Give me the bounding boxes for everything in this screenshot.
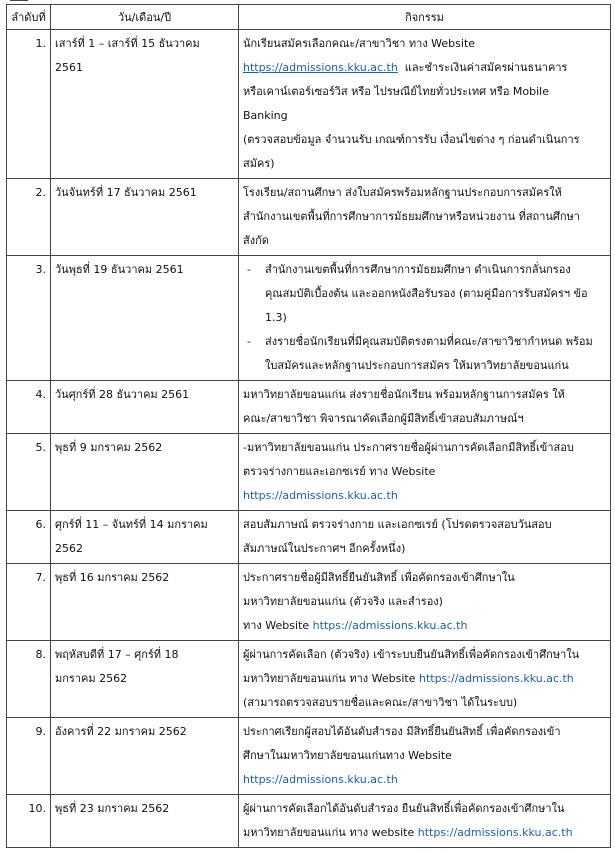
activity-line xyxy=(243,614,606,638)
activity-line: ประกาศเรียกผู้สอบได้อันดับสำรอง มีสิทธิ์ยืนยันสิทธิ์ เพื่อคัดกรองเข้า xyxy=(243,725,561,738)
row-date xyxy=(51,434,239,511)
row-number: 4. xyxy=(7,381,51,434)
activity-text: ทาง Website xyxy=(243,619,313,632)
table-row xyxy=(7,718,611,795)
row-activity xyxy=(239,256,611,381)
activity-line: (ตรวจสอบข้อมูล จำนวนรับ เกณฑ์การรับ เงื่อนไขต่าง ๆ ก่อนดำเนินการ xyxy=(243,133,580,146)
activity-line: ตรวจร่างกายและเอกซเรย์ ทาง Website xyxy=(243,465,436,478)
row-activity xyxy=(239,511,611,564)
activity-line: สอบสัมภาษณ์ ตรวจร่างกาย และเอกซเรย์ (โปรดตรวจสอบวันสอบ xyxy=(243,518,552,531)
row-activity xyxy=(239,795,611,848)
activity-line: คุณสมบัติเบื้องต้น และออกหนังสือรับรอง (ตามคู่มือการรับสมัครฯ ข้อ xyxy=(265,287,588,300)
activity-line xyxy=(243,56,606,80)
row-date xyxy=(51,564,239,641)
admissions-link[interactable]: https://admissions.kku.ac.th xyxy=(243,773,398,786)
table-row xyxy=(7,256,611,381)
activity-line: สังกัด xyxy=(243,234,269,247)
admissions-link[interactable]: https://admissions.kku.ac.th xyxy=(312,619,468,632)
activity-line xyxy=(243,768,606,792)
dash-bullet: - xyxy=(247,335,251,348)
date-line: พฤหัสบดีที่ 17 – ศุกร์ที่ 18 xyxy=(55,648,179,661)
row-date xyxy=(51,256,239,381)
date-line: พุธที่ 16 มกราคม 2562 xyxy=(55,571,170,584)
activity-line: ส่งรายชื่อนักเรียนที่มีคุณสมบัติตรงตามที่คณะ/สาขาวิชากำหนด พร้อม xyxy=(265,335,593,348)
header-activity: กิจกรรม xyxy=(239,5,611,30)
row-activity xyxy=(239,30,611,179)
activity-line: มหาวิทยาลัยขอนแก่น ส่งรายชื่อนักเรียน พร้อมหลักฐานการสมัคร ให้ xyxy=(243,388,565,401)
row-date xyxy=(51,179,239,256)
row-number: 1. xyxy=(7,30,51,179)
row-activity xyxy=(239,718,611,795)
row-number: 8. xyxy=(7,641,51,718)
row-number: 10. xyxy=(7,795,51,848)
row-date xyxy=(51,381,239,434)
row-activity xyxy=(239,564,611,641)
bullet-item xyxy=(243,330,606,378)
date-line: วันศุกร์ที่ 28 ธันวาคม 2561 xyxy=(55,388,190,401)
row-date xyxy=(51,641,239,718)
row-number: 3. xyxy=(7,256,51,381)
row-number: 5. xyxy=(7,434,51,511)
table-row xyxy=(7,511,611,564)
header-date: วัน/เดือน/ปี xyxy=(51,5,239,30)
row-activity xyxy=(239,641,611,718)
activity-line: โรงเรียน/สถานศึกษา ส่งใบสมัครพร้อมหลักฐานประกอบการสมัครให้ xyxy=(243,186,562,199)
activity-line xyxy=(243,667,606,691)
table-header-row xyxy=(7,5,611,30)
table-row xyxy=(7,641,611,718)
date-line: ศุกร์ที่ 11 – จันทร์ที่ 14 มกราคม xyxy=(55,518,208,531)
activity-line: -มหาวิทยาลัยขอนแก่น ประกาศรายชื่อผู้ผ่านการคัดเลือกมีสิทธิ์เข้าสอบ xyxy=(243,441,574,454)
activity-line: สมัคร) xyxy=(243,157,275,170)
table-row xyxy=(7,564,611,641)
row-date xyxy=(51,511,239,564)
activity-line: 1.3) xyxy=(265,311,287,324)
row-date xyxy=(51,718,239,795)
admission-schedule-table xyxy=(6,4,611,848)
activity-line: ศึกษาในมหาวิทยาลัยขอนแก่นทาง Website xyxy=(243,749,452,762)
row-number: 9. xyxy=(7,718,51,795)
header-no: ลำดับที่ xyxy=(7,5,51,30)
row-date xyxy=(51,795,239,848)
activity-text: มหาวิทยาลัยขอนแก่น ทาง website xyxy=(243,826,418,839)
date-line: มกราคม 2562 xyxy=(55,672,128,685)
table-row xyxy=(7,795,611,848)
table-row xyxy=(7,30,611,179)
activity-line: ใบสมัครและหลักฐานประกอบการสมัคร ให้มหาวิทยาลัยขอนแก่น xyxy=(265,359,569,372)
activity-line: สัมภาษณ์ในประกาศฯ อีกครั้งหนึ่ง) xyxy=(243,542,406,555)
activity-line: ประกาศรายชื่อผู้มีสิทธิ์ยืนยันสิทธิ์ เพื่อคัดกรองเข้าศึกษาใน xyxy=(243,571,515,584)
activity-line: คณะ/สาขาวิชา พิจารณาคัดเลือกผู้มีสิทธิ์เข้าสอบสัมภาษณ์ฯ xyxy=(243,412,524,425)
row-activity xyxy=(239,434,611,511)
activity-text: มหาวิทยาลัยขอนแก่น ทาง Website xyxy=(243,672,419,685)
row-number: 6. xyxy=(7,511,51,564)
activity-line xyxy=(243,821,606,845)
row-number: 2. xyxy=(7,179,51,256)
date-line: อังคารที่ 22 มกราคม 2562 xyxy=(55,725,187,738)
activity-line: หรือเคาน์เตอร์เซอร์วิส หรือ ไปรษณีย์ไทยทั่วประเทศ หรือ Mobile xyxy=(243,85,550,98)
row-date xyxy=(51,30,239,179)
activity-line xyxy=(243,484,606,508)
activity-line: นักเรียนสมัครเลือกคณะ/สาขาวิชา ทาง Website xyxy=(243,37,476,50)
row-activity xyxy=(239,381,611,434)
date-line: 2562 xyxy=(55,542,83,555)
row-number: 7. xyxy=(7,564,51,641)
activity-text: และชำระเงินค่าสมัครผ่านธนาคาร xyxy=(397,61,568,74)
activity-line: Banking xyxy=(243,109,288,122)
dash-bullet: - xyxy=(247,263,251,276)
activity-line: ผู้ผ่านการคัดเลือกได้อันดับสำรอง ยืนยันสิทธิ์เพื่อคัดกรองเข้าศึกษาใน xyxy=(243,802,565,815)
date-line: 2561 xyxy=(55,61,83,74)
date-line: พุธที่ 23 มกราคม 2562 xyxy=(55,802,170,815)
row-activity xyxy=(239,179,611,256)
bullet-item xyxy=(243,258,606,330)
activity-line: สำนักงานเขตพื้นที่การศึกษาการมัธยมศึกษา ดำเนินการกลั่นกรอง xyxy=(265,263,571,276)
activity-line: (สามารถตรวจสอบรายชื่อและคณะ/สาขาวิชา ได้ในระบบ) xyxy=(243,696,518,709)
table-row xyxy=(7,434,611,511)
activity-line: ผู้ผ่านการคัดเลือก (ตัวจริง) เข้าระบบยืนยันสิทธิ์เพื่อคัดกรองเข้าศึกษาใน xyxy=(243,648,580,661)
admissions-link[interactable]: https://admissions.kku.ac.th xyxy=(243,61,398,74)
table-row xyxy=(7,179,611,256)
date-line: พุธที่ 9 มกราคม 2562 xyxy=(55,441,163,454)
admissions-link[interactable]: https://admissions.kku.ac.th xyxy=(418,672,574,685)
admissions-link[interactable]: https://admissions.kku.ac.th xyxy=(243,489,398,502)
activity-line: มหาวิทยาลัยขอนแก่น (ตัวจริง และสำรอง) xyxy=(243,595,443,608)
admissions-link[interactable]: https://admissions.kku.ac.th xyxy=(417,826,573,839)
activity-line: สำนักงานเขตพื้นที่การศึกษาการมัธยมศึกษาหรือหน่วยงาน ที่สถานศึกษา xyxy=(243,210,580,223)
table-row xyxy=(7,381,611,434)
date-line: เสาร์ที่ 1 – เสาร์ที่ 15 ธันวาคม xyxy=(55,37,200,50)
date-line: วันจันทร์ที่ 17 ธันวาคม 2561 xyxy=(55,186,197,199)
date-line: วันพุธที่ 19 ธันวาคม 2561 xyxy=(55,263,184,276)
